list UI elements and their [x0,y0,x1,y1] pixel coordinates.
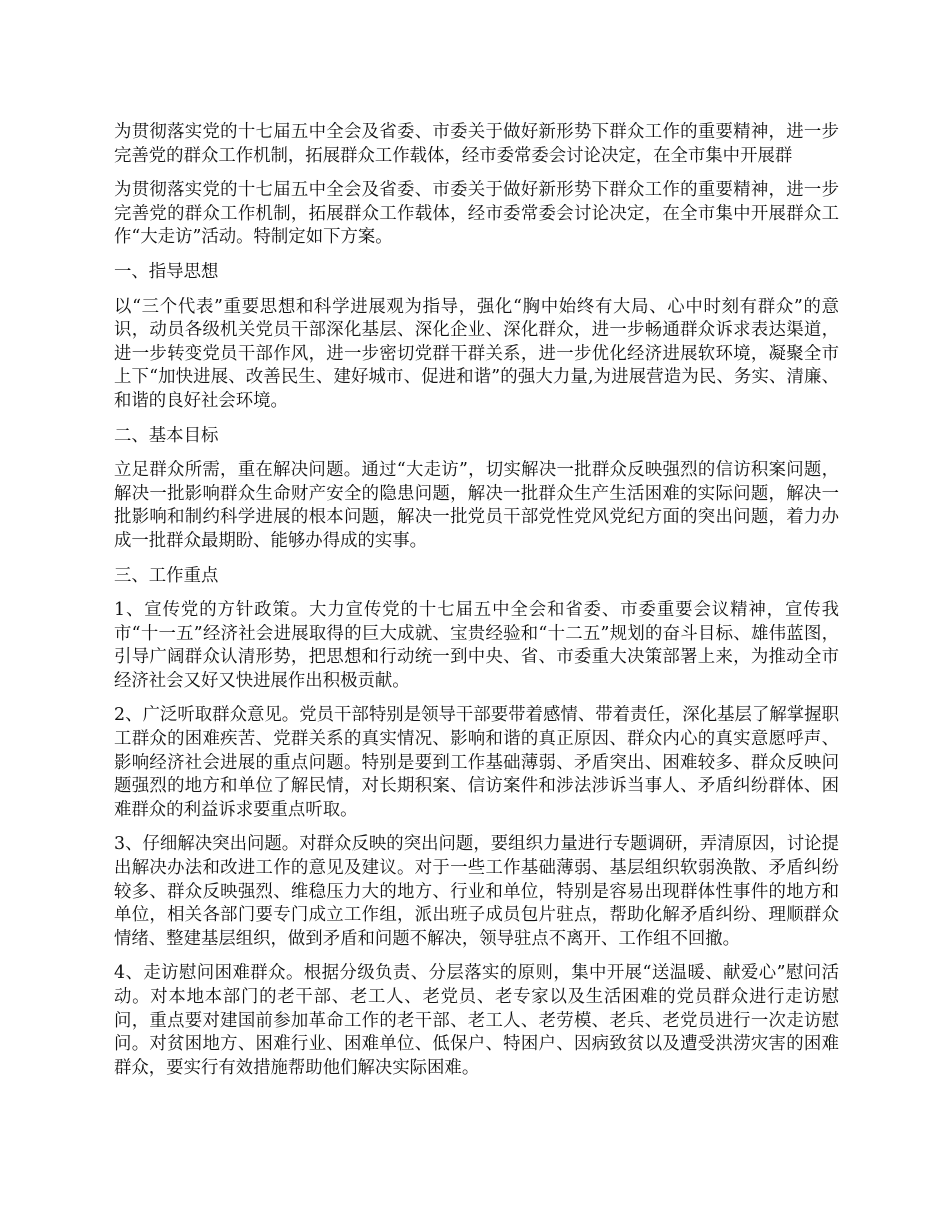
work-focus-item-2: 2、广泛听取群众意见。党员干部特别是领导干部要带着感情、带着责任，深化基层了解掌握职工群众的困难疾苦、党群关系的真实情况、影响和谐的真正原因、群众内心的真实意愿呼声、影响经济社会进展的重点问题。特别是要到工作基础薄弱、矛盾突出、困难较多、群众反映问题强烈的地方和单位了解民情，对长期积案、信访案件和涉法涉诉当事人、矛盾纠纷群体、困难群众的利益诉求要重点听取。 [114,705,839,820]
basic-goals-paragraph: 立足群众所需，重在解决问题。通过“大走访”，切实解决一批群众反映强烈的信访积案问题，解决一批影响群众生命财产安全的隐患问题，解决一批群众生产生活困难的实际问题，解决一批影响和制约科学进展的根本问题，解决一批党员干部党性党风党纪方面的突出问题，着力办成一批群众最期盼、能够办得成的实事。 [114,460,839,551]
work-focus-item-1: 1、宣传党的方针政策。大力宣传党的十七届五中全会和省委、市委重要会议精神，宣传我市“十一五”经济社会进展取得的巨大成就、宝贵经验和“十二五”规划的奋斗目标、雄伟蓝图，引导广阔群众认清形势，把思想和行动统一到中央、省、市委重大决策部署上来，为推动全市经济社会又好又快进展作出积极贡献。 [114,600,839,691]
section-heading-guiding-ideology: 一、指导思想 [114,261,219,282]
intro-paragraph: 为贯彻落实党的十七届五中全会及省委、市委关于做好新形势下群众工作的重要精神，进一步完善党的群众工作机制，拓展群众工作载体，经市委常委会讨论决定，在全市集中开展群众工作“大走访”活动。特制定如下方案。 [114,180,839,248]
work-focus-item-4: 4、走访慰问困难群众。根据分级负责、分层落实的原则，集中开展“送温暖、献爱心”慰问活动。对本地本部门的老干部、老工人、老党员、老专家以及生活困难的党员群众进行走访慰问，重点要对建国前参加革命工作的老干部、老工人、老劳模、老兵、老党员进行一次走访慰问。对贫困地方、困难行业、困难单位、低保户、特困户、因病致贫以及遭受洪涝灾害的困难群众，要实行有效措施帮助他们解决实际困难。 [114,963,839,1078]
work-focus-item-3: 3、仔细解决突出问题。对群众反映的突出问题，要组织力量进行专题调研，弄清原因，讨论提出解决办法和改进工作的意见及建议。对于一些工作基础薄弱、基层组织软弱涣散、矛盾纠纷较多、群众反映强烈、维稳压力大的地方、行业和单位，特别是容易出现群体性事件的地方和单位，相关各部门要专门成立工作组，派出班子成员包片驻点，帮助化解矛盾纠纷、理顺群众情绪、整建基层组织，做到矛盾和问题不解决，领导驻点不离开、工作组不回撤。 [114,834,839,949]
document-page [114,121,839,1091]
section-heading-work-focus: 三、工作重点 [114,565,219,586]
guiding-ideology-paragraph: 以“三个代表”重要思想和科学进展观为指导，强化“胸中始终有大局、心中时刻有群众”的意识，动员各级机关党员干部深化基层、深化企业、深化群众，进一步畅通群众诉求表达渠道，进一步转变党员干部作风，进一步密切党群干群关系，进一步优化经济进展软环境，凝聚全市上下“加快进展、改善民生、建好城市、促进和谐”的强大力量,为进展营造为民、务实、清廉、和谐的良好社会环境。 [114,296,839,411]
section-heading-basic-goals: 二、基本目标 [114,425,219,446]
intro-paragraph-truncated: 为贯彻落实党的十七届五中全会及省委、市委关于做好新形势下群众工作的重要精神，进一步完善党的群众工作机制，拓展群众工作载体，经市委常委会讨论决定，在全市集中开展群 [114,122,839,166]
